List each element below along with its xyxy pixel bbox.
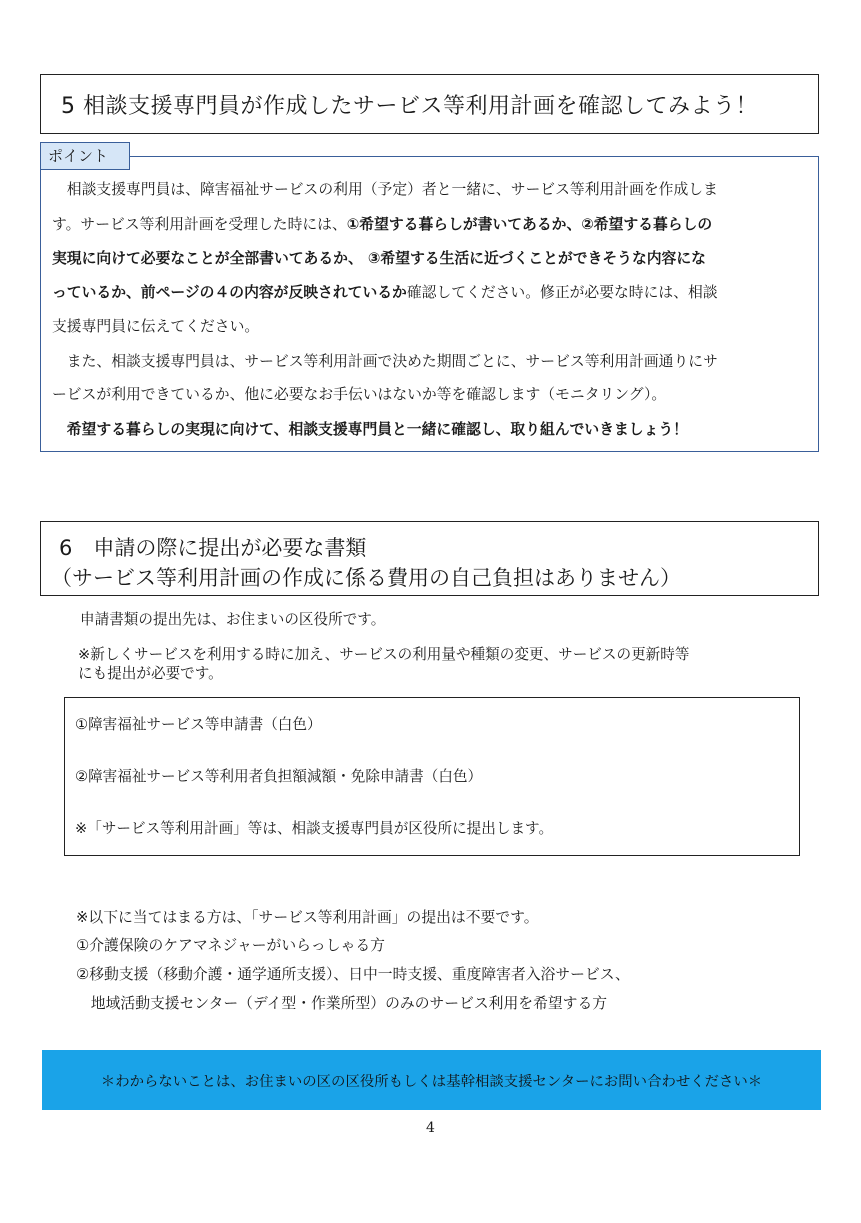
point-text-line xyxy=(52,178,718,199)
point-text-line xyxy=(52,418,688,439)
point-text-line xyxy=(52,315,259,336)
contact-banner xyxy=(42,1050,821,1110)
point-text-line xyxy=(52,383,666,404)
additional-note-line2: にも提出が必要です。 xyxy=(78,665,223,682)
documents-box xyxy=(64,697,800,856)
section5-title: 5 相談支援専門員が作成したサービス等利用計画を確認してみよう！ xyxy=(61,94,758,119)
body-text: す。サービス等利用計画を受理した時には、 xyxy=(52,216,347,233)
section6-title-box xyxy=(40,521,819,596)
page-number: 4 xyxy=(426,1120,435,1136)
additional-note-line1: ※新しくサービスを利用する時に加え、サービスの利用量や種類の変更、サービスの更新時等 xyxy=(78,646,690,663)
point-text-line xyxy=(52,281,718,302)
document-item: ②障害福祉サービス等利用者負担額減額・免除申請書（白色） xyxy=(75,768,483,785)
submission-note: 申請書類の提出先は、お住まいの区役所です。 xyxy=(80,611,386,628)
body-text: また、相談支援専門員は、サービス等利用計画で決めた期間ごとに、サービス等利用計画通りにサ xyxy=(52,353,718,370)
emphasis-text: 希望する暮らしの実現に向けて、相談支援専門員と一緒に確認し、取り組んでいきましょう！ xyxy=(52,421,688,438)
exemption-item: ②移動支援（移動介護・通学通所支援）、日中一時支援、重度障害者入浴サービス、 xyxy=(76,966,630,983)
body-text: 支援専門員に伝えてください。 xyxy=(52,318,260,335)
document-item: ※「サービス等利用計画」等は、相談支援専門員が区役所に提出します。 xyxy=(75,820,554,837)
exemption-item: ①介護保険のケアマネジャーがいらっしゃる方 xyxy=(76,937,385,954)
contact-banner-text: ＊わからないことは、お住まいの区の区役所もしくは基幹相談支援センターにお問い合わせください＊ xyxy=(100,1074,763,1090)
emphasis-text: ①希望する暮らしが書いてあるか、②希望する暮らしの xyxy=(346,216,713,233)
section6-subtitle: （サービス等利用計画の作成に係る費用の自己負担はありません） xyxy=(51,566,681,590)
section5-title-box xyxy=(40,74,819,134)
point-text-line xyxy=(52,247,706,268)
point-box xyxy=(40,156,819,452)
section6-title: 6 申請の際に提出が必要な書類 xyxy=(59,536,367,560)
body-text: 確認してください。修正が必要な時には、相談 xyxy=(406,284,718,301)
body-text: ービスが利用できているか、他に必要なお手伝いはないか等を確認します（モニタリング）。 xyxy=(52,386,667,403)
point-text-line xyxy=(52,213,712,234)
emphasis-text: っているか、前ページの４の内容が反映されているか xyxy=(52,284,407,301)
document-item: ①障害福祉サービス等申請書（白色） xyxy=(75,716,322,733)
point-text-line xyxy=(52,350,718,371)
point-label: ポイント xyxy=(40,142,130,170)
exemption-item: 地域活動支援センター（デイ型・作業所型）のみのサービス利用を希望する方 xyxy=(76,995,608,1012)
exemption-intro: ※以下に当てはまる方は、「サービス等利用計画」の提出は不要です。 xyxy=(76,909,539,926)
body-text: 相談支援専門員は、障害福祉サービスの利用（予定）者と一緒に、サービス等利用計画を作成しま xyxy=(52,181,718,198)
emphasis-text: 実現に向けて必要なことが全部書いてあるか、 ③希望する生活に近づくことができそうな内容にな xyxy=(52,250,706,267)
